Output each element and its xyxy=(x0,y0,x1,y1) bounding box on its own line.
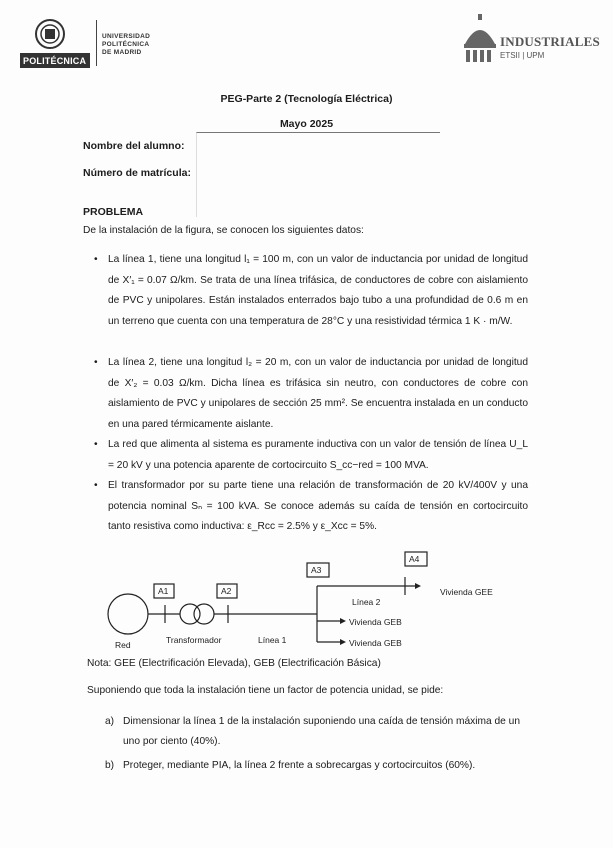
bullet-icon: • xyxy=(94,439,98,450)
upm-badge-text: POLITÉCNICA xyxy=(23,56,87,66)
label-transformador: Transformador xyxy=(166,635,222,645)
label-a3: A3 xyxy=(311,565,322,575)
header-divider xyxy=(96,20,97,66)
note-text: Nota: GEE (Electrificación Elevada), GEB (Electrificación Básica) xyxy=(87,658,381,669)
list-item: • El transformador por su parte tiene una relación de transformación de 20 kV/400V y una potencia nominal Sₙ = 100 kVA. Se conoce además su caída de tensión en cortocircuito tanto resistiva como inductiva: ε_Rcc = 2.5% y ε_Xcc = 5%. xyxy=(108,476,528,538)
industriales-subtitle: ETSII | UPM xyxy=(500,51,545,60)
label-vivienda-geb-2: Vivienda GEB xyxy=(349,638,402,648)
lead-text: Suponiendo que toda la instalación tiene un factor de potencia unidad, se pide: xyxy=(87,685,444,696)
label-a4: A4 xyxy=(409,554,420,564)
upm-line-2: POLITÉCNICA xyxy=(102,41,150,48)
bullet-icon: • xyxy=(94,357,98,368)
upm-logo xyxy=(20,16,90,70)
label-linea-1: Línea 1 xyxy=(258,635,287,645)
arrow-icon xyxy=(415,583,421,589)
intro-text: De la instalación de la figura, se conocen los siguientes datos: xyxy=(83,225,364,236)
student-name-label: Nombre del alumno: xyxy=(83,140,185,152)
arrow-icon xyxy=(340,639,346,645)
label-vivienda-geb-1: Vivienda GEB xyxy=(349,617,402,627)
section-heading: PROBLEMA xyxy=(83,206,144,218)
bullet-icon: • xyxy=(94,480,98,491)
data-list xyxy=(94,250,528,538)
industriales-logo xyxy=(460,14,500,69)
grid-source-symbol xyxy=(108,594,148,634)
label-a2: A2 xyxy=(221,586,232,596)
student-id-label: Número de matrícula: xyxy=(83,167,191,179)
label-linea-2: Línea 2 xyxy=(352,597,381,607)
list-item: • La red que alimenta al sistema es puramente inductiva con un valor de tensión de línea U_L = 20 kV y una potencia aparente de cortocircuito S_cc−red = 100 MVA. xyxy=(108,435,528,476)
upm-line-1: UNIVERSIDAD xyxy=(102,33,151,40)
label-red: Red xyxy=(115,640,131,650)
upm-wordmark xyxy=(102,33,150,57)
document-date: Mayo 2025 xyxy=(279,118,334,130)
industriales-title: INDUSTRIALES xyxy=(500,34,600,49)
label-a1: A1 xyxy=(158,586,169,596)
circuit-diagram xyxy=(95,548,515,658)
upm-line-3: DE MADRID xyxy=(102,49,142,56)
student-info-box[interactable] xyxy=(196,132,440,217)
label-vivienda-gee: Vivienda GEE xyxy=(440,587,493,597)
list-item: • La línea 1, tiene una longitud l₁ = 100 m, con un valor de inductancia por unidad de longitud de X′₁ = 0.07 Ω/km. Se trata de una línea trifásica, de conductores de cobre con aislamiento de PVC y unipolares. Están instalados enterrados bajo tubo a una profundidad de 0.6 m en un terreno que cuenta con una temperatura de 28°C y una resistividad térmica 1 K · m/W. xyxy=(108,250,528,353)
document-title: PEG-Parte 2 (Tecnología Eléctrica) xyxy=(220,93,393,105)
bullet-icon: • xyxy=(94,254,98,265)
arrow-icon xyxy=(340,618,346,624)
transformer-secondary-symbol xyxy=(194,604,214,624)
list-item: • La línea 2, tiene una longitud l₂ = 20 m, con un valor de inductancia por unidad de longitud de X′₂ = 0.03 Ω/km. Dicha línea es trifásica sin neutro, con conductores de cobre con aislamiento de PVC y unipolares de sección 25 mm². Se encuentra instalada en un conducto en una pared térmicamente aislante. xyxy=(108,353,528,435)
